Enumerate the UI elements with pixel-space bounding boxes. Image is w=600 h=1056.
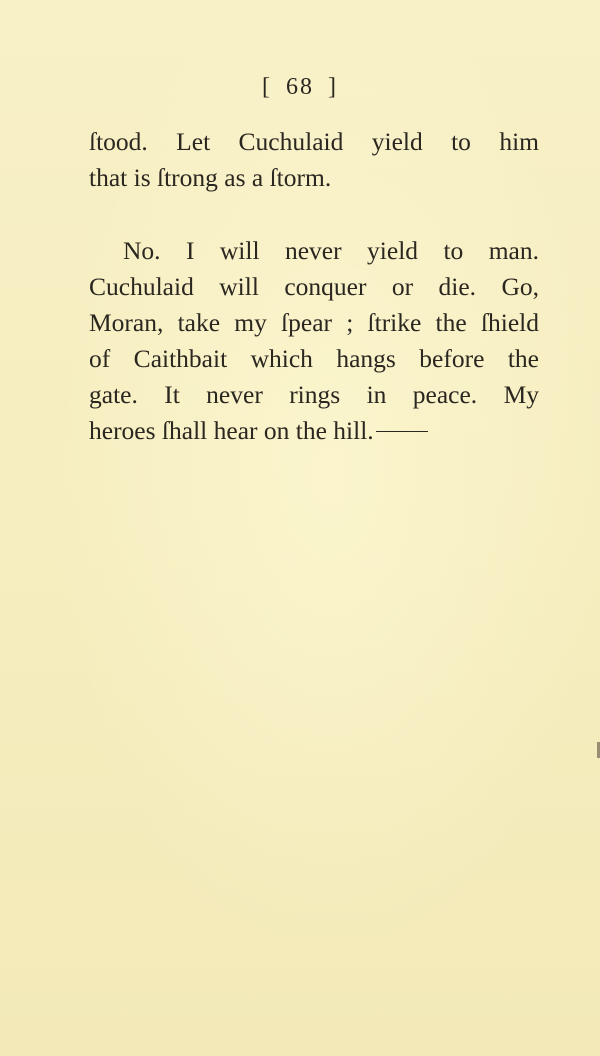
right-bracket: ]	[328, 74, 338, 100]
page-number-header	[0, 74, 600, 101]
text-line: of Caithbait which hangs before the	[89, 344, 539, 373]
text-line: No. I will never yield to man.	[123, 236, 539, 265]
text-line: ſtood. Let Cuchulaid yield to him	[89, 127, 539, 156]
left-bracket: [	[262, 74, 272, 100]
text-line: that is ſtrong as a ſtorm.	[89, 163, 332, 192]
text-line: gate. It never rings in peace. My	[89, 380, 539, 409]
paragraph-2	[89, 233, 539, 449]
text-line-content: heroes ſhall hear on the hill.	[89, 416, 374, 445]
closing-dash-rule	[376, 431, 428, 432]
text-line: Moran, take my ſpear ; ſtrike the ſhield	[89, 308, 539, 337]
page-number: 68	[286, 74, 314, 100]
last-text-line	[89, 413, 539, 449]
text-line: Cuchulaid will conquer or die. Go,	[89, 272, 539, 301]
paragraph-1	[89, 124, 539, 196]
